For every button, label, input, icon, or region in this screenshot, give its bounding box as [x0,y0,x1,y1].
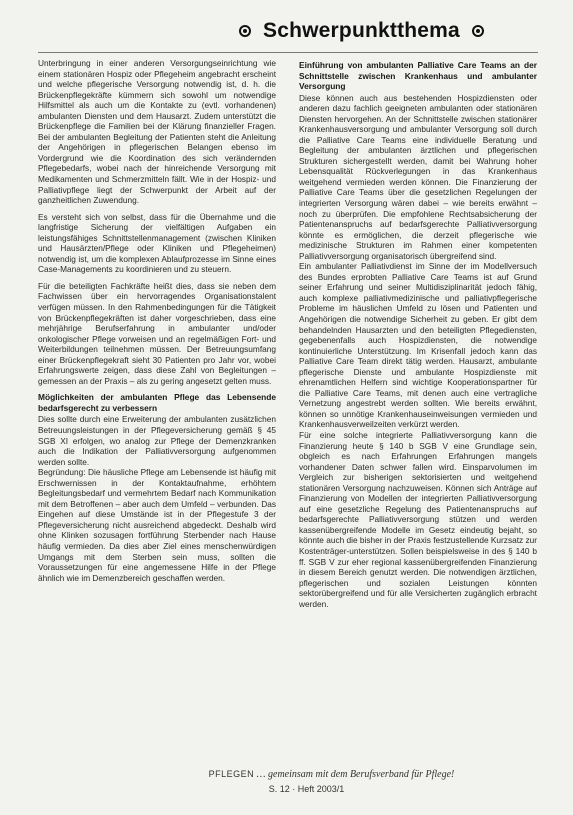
section-heading: Einführung von ambulanten Palliative Care Teams an der Schnittstelle zwischen Krankenhaus und ambulanter Versorgung [299,60,537,91]
page-header [0,14,573,48]
paragraph: Diese können auch aus bestehenden Hospizdiensten oder anderen dazu fachlich geeigneten ambulanten oder stationären Diensten hervorgehen. An der Schnittstelle zwischen stationärer Krankenhausversorgung und ambulanter Versorgung soll durch die Palliative Care Teams eine individuelle Beratung und Begleitung der ambulanten ärztlichen und pflegerischen Strukturen sichergestellt werden, damit bei Wahrung hoher Lebensqualität Rückverlegungen in das Krankenhaus weitgehend vermieden werden können. Die Finanzierung der Palliative Care Teams über die gesetzlichen Regelungen der integrierten Versorgung wären dabei – wie bereits erwähnt – noch zu überprüfen. Die empfohlene Rechtsabsicherung der Patientenanspruchs auf bedarfsgerechte Palliativversorgung könnte es ermöglichen, die derzeit pflegerische wie medizinische Strukturen im Rahmen einer kompetenten Palliativversorgung organisatorisch übergreifend sind. [299,92,537,261]
header-divider [38,52,538,53]
paragraph: Ein ambulanter Palliativdienst im Sinne der im Modellversuch des Bundes erprobten Palliative Care Teams ist auf Grund seiner Erfahrung und seiner Multidisziplinarität jedoch fähig, auch komplexe palliativmedizinische und palliativpflegerische Probleme im häuslichen Umfeld zu lösen und Patienten und Angehörigen die notwendige Sicherheit zu geben. Er gibt dem behandelnden Hausarzten und den beteiligten Pflegediensten, gegebenenfalls auch Hospizdiensten, die notwendige kontinuierliche Unterstützung. Im Krisenfall jedoch kann das Palliative Care Team direkt tätig werden. Hausarzt, ambulante pflegerische Dienste und ambulante Hospizdienste mit ehrenamtlichen Helfern sind wichtige Kooperationspartner für die Palliative Care Teams, mit denen auch eine vertragliche Vernetzung angestrebt werden sollten. Wie bereits erwähnt, können so unnötige Krankenhauseinweisungen vermieden und Krankenhausverweilzeiten verkürzt werden. [299,261,537,430]
footer-slogan [0,764,573,782]
paragraph: Für die beteiligten Fachkräfte heißt dies, dass sie neben dem Fachwissen über ein hervorragendes Organisationstalent verfügen müssen. In den Rahmenbedingungen für die Tätigkeit von Brückenpflegekräften ist daher vorgeschrieben, dass eine mehrjährige Berufserfahrung in ambulanter und/oder onkologischer Pflege vorweisen und an regelmäßigen Fort- und Weiterbildungen teilnehmen müssen. Der Betreuungsumfang einer Brückenpflegekraft sieht 30 Patienten pro Jahr vor, wobei Erfahrungswerte zeigen, dass diese Zahl von Begleitungen – gemessen an der Praxis – als zu gering angesetzt gelten muss. [38,280,276,386]
bullet-icon-left [239,25,251,37]
paragraph: Begründung: Die häusliche Pflege am Lebensende ist häufig mit Erschwernissen in der Kontaktaufnahme, erhöhtem Begleitungsbedarf und vermehrtem Bedarf nach Kommunikation mit dem Betroffenen – aber auch dem Umfeld – verbunden. Das Eingehen auf diese Umstände ist in der Pflegestufe 3 der Pflegeversicherung nicht ausreichend abgedeckt. Deshalb wird ohne Klinken sozusagen fortführung Sterbender nach Hause häufig vermieden. Da dies aber Ziel eines menschenwürdigen Umgangs mit dem Sterben sein muss, sollten die Voraussetzungen für eine angemessene Hilfe in der Pflege ähnlich wie im Demenzbereich geschaffen werden. [38,467,276,583]
page-info: S. 12 · Heft 2003/1 [268,784,345,794]
paragraph: Dies sollte durch eine Erweiterung der ambulanten zusätzlichen Betreuungsleistungen in der Pflegeversicherung gemäß § 45 SGB XI erfolgen, wo analog zur Pflege der Demenzkranken auch die Indikation der Palliativversorgung aufgenommen werden sollte. [38,414,276,467]
footer-slogan-text: … gemeinsam mit dem Berufsverband für Pflege! [256,769,455,780]
paragraph: Unterbringung in einer anderen Versorgungseinrichtung wie einem stationären Hospiz oder Pflegeheim angebracht erscheint und welche pflegerische Versorgung notwendig ist, d. h. die Brückenpflegekräfte kümmern sich sowohl um notwendige Hilfsmittel als auch um die Kontakte zu (evtl. vorhandenen) ambulanten Diensten und dem Hausarzt. Zudem unterstützt die Brückenpflege die Familien bei der Klärung finanzieller Fragen. Bei der ambulanten Begleitung der Patienten steht die Anleitung der Angehörigen in pflegerischen Belangen ebenso im Vordergrund wie die Koordination des sich verändernden Pflegebedarfs, wobei nach der hinreichende Versorgung mit Medikamenten und Schmerzmitteln fällt. Wie in der Hospiz- und Palliativpflege liegt der Schwerpunkt der Arbeit auf der ganzheitlichen Zuwendung. [38,58,276,206]
paragraph: Für eine solche integrierte Palliativversorgung kann die Finanzierung heute § 140 b SGB V eine Grundlage sein, obgleich es nach Erfahrungen Erfahrungen mangels vorhandener Daten schwer fallen wird. Einsparvolumen im Vergleich zur bisherigen sektorisierten und weitgehend stationären Versorgung nachzuweisen. Können sich Anträge auf Finanzierung von Modellen der integrierten Palliativversorgung auf eine gesetzliche Regelung des Patientenanspruchs auf bedarfsgerechte Palliativversorgung stützen und werden kassenübergreifende Modelle im Gesetz eindeutig bejaht, so könnte auch die bisher in der Praxis festzustellende Kurzsatz zur Kostenträger-unterstützen. Sollen beispielsweise in des § 140 b ff. SGB V zur eher regional kassenübergreifenden Finanzierung in diesem Bereich genutzt werden. Die notwendigen ärztlichen, pflegerischen und sozialen Leistungen könnten sektorübergreifend und für alle Versicherten zugänglich erbracht werden. [299,430,537,609]
paragraph: Es versteht sich von selbst, dass für die Übernahme und die langfristige Sicherung der vielfältigen Aufgaben ein leistungsfähiges Schnittstellenmanagement (zwischen Kliniken und Hausärzten/Pflege oder Kliniken und Pflegeheimen) notwendig ist, um die komplexen Ablaufprozesse im Sinne eines Case-Managements zu koordinieren und zu steuern. [38,211,276,275]
page-title: Schwerpunktthema [263,19,460,42]
page-number [0,784,573,794]
left-column [38,58,276,748]
section-heading: Möglichkeiten der ambulanten Pflege das Lebensende bedarfsgerecht zu verbessern [38,392,276,413]
bullet-icon-right [472,25,484,37]
footer-brand: PFLEGEN [208,769,255,779]
right-column [299,58,537,748]
